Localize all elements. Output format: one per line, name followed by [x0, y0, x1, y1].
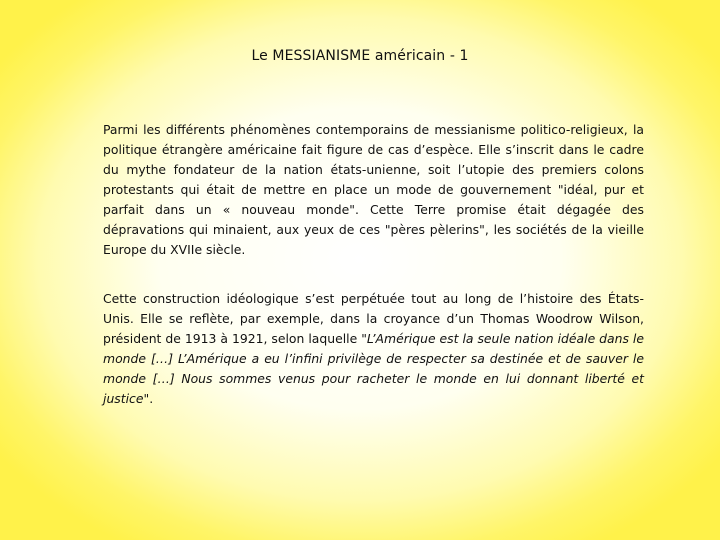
paragraph-2-end: ".	[143, 391, 154, 406]
slide-title: Le MESSIANISME américain - 1	[251, 48, 469, 64]
paragraph-2	[103, 289, 644, 409]
paragraph-2-intro: Cette construction idéologique s’est perpétuée tout au long de l’histoire des États-Unis. Elle se reflète, par exemple, dans la croyance d’un Thomas Woodrow Wilson, président de 1913 à 1921, selon laquelle "	[103, 291, 644, 346]
paragraph-1: Parmi les différents phénomènes contemporains de messianisme politico-religieux, la politique étrangère américaine fait figure de cas d’espèce. Elle s’inscrit dans le cadre du mythe fondateur de la nation états-unienne, soit l’utopie des premiers colons protestants qui était de mettre en place un mode de gouvernement "idéal, pur et parfait dans un « nouveau monde". Cette Terre promise était dégagée des dépravations qui minaient, aux yeux de ces "pères pèlerins", les sociétés de la vieille Europe du XVIIe siècle.	[103, 122, 644, 257]
wilson-quote: L’Amérique est la seule nation idéale dans le monde […] L’Amérique a eu l’infini privilège de respecter sa destinée et de sauver le monde […] Nous sommes venus pour racheter le monde en lui donnant liberté et justice	[103, 331, 644, 406]
